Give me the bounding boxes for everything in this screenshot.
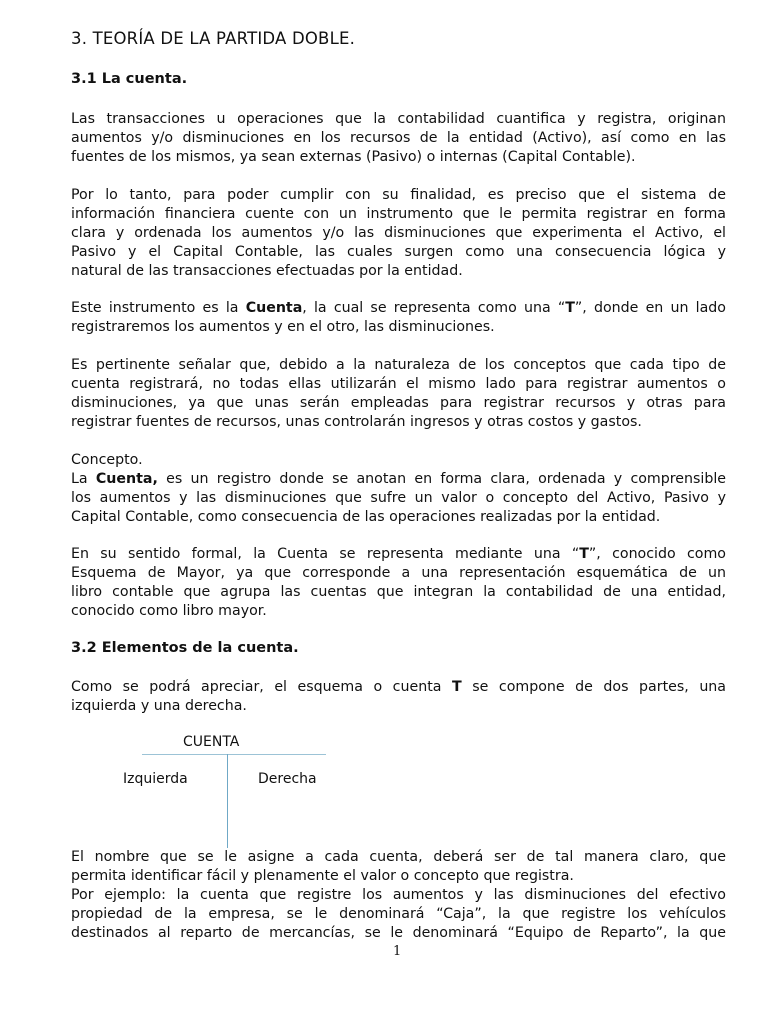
text-run: Este instrumento es la xyxy=(71,300,246,316)
paragraph-el-nombre xyxy=(71,848,726,886)
text-run: ”, donde en un lado xyxy=(574,300,726,316)
text-line: permita identificar fácil y plenamente el valor o concepto que registra. xyxy=(71,868,574,884)
text-line: aumentos y/o disminuciones en los recursos de la entidad (Activo), así como en las xyxy=(71,130,726,146)
text-line: Capital Contable, como consecuencia de las operaciones realizadas por la entidad. xyxy=(71,509,661,525)
bold-term-cuenta: Cuenta xyxy=(245,300,303,316)
text-line xyxy=(71,470,726,489)
text-line: registraremos los aumentos y en el otro, las disminuciones. xyxy=(71,319,495,335)
text-line: clara y ordenada los aumentos y/o las disminuciones que experimenta el Activo, el xyxy=(71,225,726,241)
text-line: propiedad de la empresa, se le denominará “Caja”, la que registre los vehículos xyxy=(71,906,726,922)
text-line: Por lo tanto, para poder cumplir con su finalidad, es preciso que el sistema de xyxy=(71,187,726,203)
section-heading-elementos: 3.2 Elementos de la cuenta. xyxy=(71,640,299,656)
paragraph-como-se-podra xyxy=(71,678,726,716)
text-line xyxy=(71,299,726,318)
t-account-title: CUENTA xyxy=(183,734,240,750)
text-line: cuenta registrará, no todas ellas utilizarán el mismo lado para registrar aumentos o xyxy=(71,376,726,392)
text-line xyxy=(71,545,726,564)
text-run: es un registro donde se anotan en forma clara, ordenada y comprensible xyxy=(157,471,726,487)
text-run: La xyxy=(71,471,96,487)
text-line: Por ejemplo: la cuenta que registre los aumentos y las disminuciones del efectivo xyxy=(71,887,726,903)
text-run: se compone de dos partes, una xyxy=(461,679,726,695)
paragraph-este-instrumento xyxy=(71,299,726,337)
text-line: destinados al reparto de mercancías, se le denominará “Equipo de Reparto”, la que xyxy=(71,925,726,941)
concept-label: Concepto. xyxy=(71,452,143,468)
chapter-heading: 3. TEORÍA DE LA PARTIDA DOBLE. xyxy=(71,29,356,48)
text-line: Pasivo y el Capital Contable, las cuales surgen como una consecuencia lógica y xyxy=(71,244,726,260)
text-line: izquierda y una derecha. xyxy=(71,698,247,714)
bold-term-t: T xyxy=(579,546,589,562)
t-account-right-label: Derecha xyxy=(258,771,317,787)
text-line: natural de las transacciones efectuadas por la entidad. xyxy=(71,263,463,279)
paragraph-concepto xyxy=(71,451,726,527)
t-account-horizontal-line xyxy=(142,754,326,755)
text-line: fuentes de los mismos, ya sean externas (Pasivo) o internas (Capital Contable). xyxy=(71,149,636,165)
text-line: Es pertinente señalar que, debido a la naturaleza de los conceptos que cada tipo de xyxy=(71,357,726,373)
text-line: información financiera cuente con un instrumento que le permita registrar en forma xyxy=(71,206,726,222)
text-line: los aumentos y las disminuciones que sufre un valor o concepto del Activo, Pasivo y xyxy=(71,490,726,506)
text-run: En su sentido formal, la Cuenta se representa mediante una “ xyxy=(71,546,580,562)
paragraph-sentido-formal xyxy=(71,545,726,621)
text-run: Como se podrá apreciar, el esquema o cuenta xyxy=(71,679,452,695)
text-line: Las transacciones u operaciones que la contabilidad cuantifica y registra, originan xyxy=(71,111,726,127)
bold-term-t: T xyxy=(565,300,575,316)
text-line: Esquema de Mayor, ya que corresponde a una representación esquemática de un xyxy=(71,565,726,581)
paragraph-por-lo-tanto xyxy=(71,186,726,281)
text-line: libro contable que agrupa las cuentas que integran la contabilidad de una entidad, xyxy=(71,584,726,600)
page-number: 1 xyxy=(393,944,402,959)
bold-term-t: T xyxy=(452,679,462,695)
text-line: El nombre que se le asigne a cada cuenta, deberá ser de tal manera claro, que xyxy=(71,849,726,865)
text-run: , la cual se representa como una “ xyxy=(302,300,566,316)
section-heading-la-cuenta: 3.1 La cuenta. xyxy=(71,71,188,87)
text-line: conocido como libro mayor. xyxy=(71,603,267,619)
text-line xyxy=(71,678,726,697)
paragraph-es-pertinente xyxy=(71,356,726,432)
paragraph-por-ejemplo xyxy=(71,886,726,943)
paragraph-transacciones xyxy=(71,110,726,167)
text-line: disminuciones, ya que unas serán empleadas para registrar recursos y otras para xyxy=(71,395,726,411)
text-run: ”, conocido como xyxy=(588,546,726,562)
text-line: registrar fuentes de recursos, unas controlarán ingresos y otras costos y gastos. xyxy=(71,414,642,430)
t-account-left-label: Izquierda xyxy=(123,771,188,787)
t-account-vertical-line xyxy=(227,754,228,848)
bold-term-cuenta: Cuenta, xyxy=(95,471,158,487)
